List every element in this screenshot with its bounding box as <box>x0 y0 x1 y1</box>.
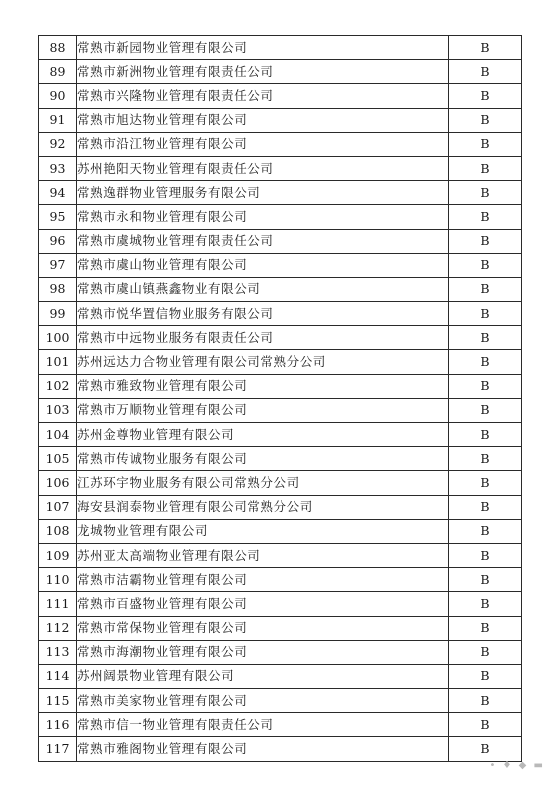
table-row <box>39 447 522 471</box>
table-row <box>39 36 522 60</box>
row-number-cell: 110 <box>39 568 77 592</box>
table-row <box>39 423 522 447</box>
company-name-cell: 海安县润泰物业管理有限公司常熟分公司 <box>77 495 449 519</box>
company-name-cell: 常熟市中远物业服务有限责任公司 <box>77 326 449 350</box>
row-number-cell: 106 <box>39 471 77 495</box>
row-number-cell: 114 <box>39 664 77 688</box>
company-name-cell: 常熟市悦华置信物业服务有限公司 <box>77 302 449 326</box>
row-number-cell: 99 <box>39 302 77 326</box>
grade-cell: B <box>449 132 522 156</box>
grade-cell: B <box>449 447 522 471</box>
table-row <box>39 592 522 616</box>
table-row <box>39 302 522 326</box>
row-number-cell: 89 <box>39 60 77 84</box>
table-row <box>39 568 522 592</box>
row-number-cell: 95 <box>39 205 77 229</box>
row-number-cell: 101 <box>39 350 77 374</box>
table-row <box>39 181 522 205</box>
grade-cell: B <box>449 519 522 543</box>
company-name-cell: 常熟市传诚物业服务有限公司 <box>77 447 449 471</box>
company-name-cell: 常熟市沿江物业管理有限公司 <box>77 132 449 156</box>
row-number-cell: 102 <box>39 374 77 398</box>
row-number-cell: 104 <box>39 423 77 447</box>
company-name-cell: 常熟市洁霸物业管理有限公司 <box>77 568 449 592</box>
grade-cell: B <box>449 664 522 688</box>
table-row <box>39 229 522 253</box>
table-row <box>39 640 522 664</box>
table-row <box>39 737 522 761</box>
row-number-cell: 92 <box>39 132 77 156</box>
table-row <box>39 519 522 543</box>
grade-cell: B <box>449 592 522 616</box>
company-name-cell: 苏州艳阳天物业管理有限责任公司 <box>77 156 449 180</box>
company-name-cell: 江苏环宇物业服务有限公司常熟分公司 <box>77 471 449 495</box>
row-number-cell: 100 <box>39 326 77 350</box>
grade-cell: B <box>449 398 522 422</box>
row-number-cell: 112 <box>39 616 77 640</box>
grade-cell: B <box>449 229 522 253</box>
company-name-cell: 常熟市海潮物业管理有限公司 <box>77 640 449 664</box>
row-number-cell: 108 <box>39 519 77 543</box>
grade-cell: B <box>449 423 522 447</box>
company-name-cell: 常熟市信一物业管理有限责任公司 <box>77 713 449 737</box>
grade-cell: B <box>449 640 522 664</box>
company-name-cell: 苏州金尊物业管理有限公司 <box>77 423 449 447</box>
company-name-cell: 常熟市旭达物业管理有限公司 <box>77 108 449 132</box>
company-name-cell: 常熟市万顺物业管理有限公司 <box>77 398 449 422</box>
table-row <box>39 156 522 180</box>
company-name-cell: 常熟市永和物业管理有限公司 <box>77 205 449 229</box>
company-name-cell: 常熟市虞山物业管理有限公司 <box>77 253 449 277</box>
grade-cell: B <box>449 374 522 398</box>
watermark: • ♦ ◆ ▬ <box>489 760 545 771</box>
row-number-cell: 117 <box>39 737 77 761</box>
grade-cell: B <box>449 277 522 301</box>
table-row <box>39 60 522 84</box>
company-grade-table <box>38 35 522 762</box>
table-row <box>39 495 522 519</box>
row-number-cell: 90 <box>39 84 77 108</box>
company-name-cell: 常熟市虞城物业管理有限责任公司 <box>77 229 449 253</box>
row-number-cell: 88 <box>39 36 77 60</box>
company-name-cell: 常熟市新园物业管理有限公司 <box>77 36 449 60</box>
grade-cell: B <box>449 713 522 737</box>
company-name-cell: 常熟市美家物业管理有限公司 <box>77 689 449 713</box>
table-row <box>39 543 522 567</box>
grade-cell: B <box>449 737 522 761</box>
row-number-cell: 115 <box>39 689 77 713</box>
row-number-cell: 111 <box>39 592 77 616</box>
company-name-cell: 常熟市雅致物业管理有限公司 <box>77 374 449 398</box>
row-number-cell: 103 <box>39 398 77 422</box>
table-row <box>39 689 522 713</box>
grade-cell: B <box>449 616 522 640</box>
grade-cell: B <box>449 326 522 350</box>
row-number-cell: 113 <box>39 640 77 664</box>
table-row <box>39 374 522 398</box>
table-row <box>39 398 522 422</box>
table-row <box>39 277 522 301</box>
grade-cell: B <box>449 568 522 592</box>
table-row <box>39 471 522 495</box>
company-name-cell: 常熟市百盛物业管理有限公司 <box>77 592 449 616</box>
grade-cell: B <box>449 543 522 567</box>
table-row <box>39 350 522 374</box>
row-number-cell: 91 <box>39 108 77 132</box>
grade-cell: B <box>449 302 522 326</box>
table-row <box>39 205 522 229</box>
grade-cell: B <box>449 156 522 180</box>
row-number-cell: 107 <box>39 495 77 519</box>
row-number-cell: 97 <box>39 253 77 277</box>
company-name-cell: 苏州亚太高端物业管理有限公司 <box>77 543 449 567</box>
table-row <box>39 326 522 350</box>
row-number-cell: 105 <box>39 447 77 471</box>
company-name-cell: 常熟市兴隆物业管理有限责任公司 <box>77 84 449 108</box>
grade-cell: B <box>449 495 522 519</box>
row-number-cell: 109 <box>39 543 77 567</box>
grade-cell: B <box>449 471 522 495</box>
row-number-cell: 94 <box>39 181 77 205</box>
grade-cell: B <box>449 253 522 277</box>
company-name-cell: 常熟市常保物业管理有限公司 <box>77 616 449 640</box>
grade-cell: B <box>449 350 522 374</box>
table-row <box>39 84 522 108</box>
grade-cell: B <box>449 689 522 713</box>
grade-cell: B <box>449 84 522 108</box>
table-row <box>39 713 522 737</box>
table-row <box>39 108 522 132</box>
company-name-cell: 龙城物业管理有限公司 <box>77 519 449 543</box>
table-row <box>39 253 522 277</box>
company-name-cell: 苏州远达力合物业管理有限公司常熟分公司 <box>77 350 449 374</box>
grade-cell: B <box>449 108 522 132</box>
grade-cell: B <box>449 205 522 229</box>
table-row <box>39 616 522 640</box>
company-name-cell: 常熟逸群物业管理服务有限公司 <box>77 181 449 205</box>
grade-cell: B <box>449 36 522 60</box>
table-row <box>39 664 522 688</box>
company-name-cell: 常熟市虞山镇燕鑫物业有限公司 <box>77 277 449 301</box>
company-name-cell: 常熟市雅阁物业管理有限公司 <box>77 737 449 761</box>
table-row <box>39 132 522 156</box>
row-number-cell: 93 <box>39 156 77 180</box>
grade-cell: B <box>449 60 522 84</box>
company-name-cell: 苏州阔景物业管理有限公司 <box>77 664 449 688</box>
row-number-cell: 98 <box>39 277 77 301</box>
row-number-cell: 96 <box>39 229 77 253</box>
table-body <box>39 36 522 762</box>
company-name-cell: 常熟市新洲物业管理有限责任公司 <box>77 60 449 84</box>
grade-cell: B <box>449 181 522 205</box>
row-number-cell: 116 <box>39 713 77 737</box>
